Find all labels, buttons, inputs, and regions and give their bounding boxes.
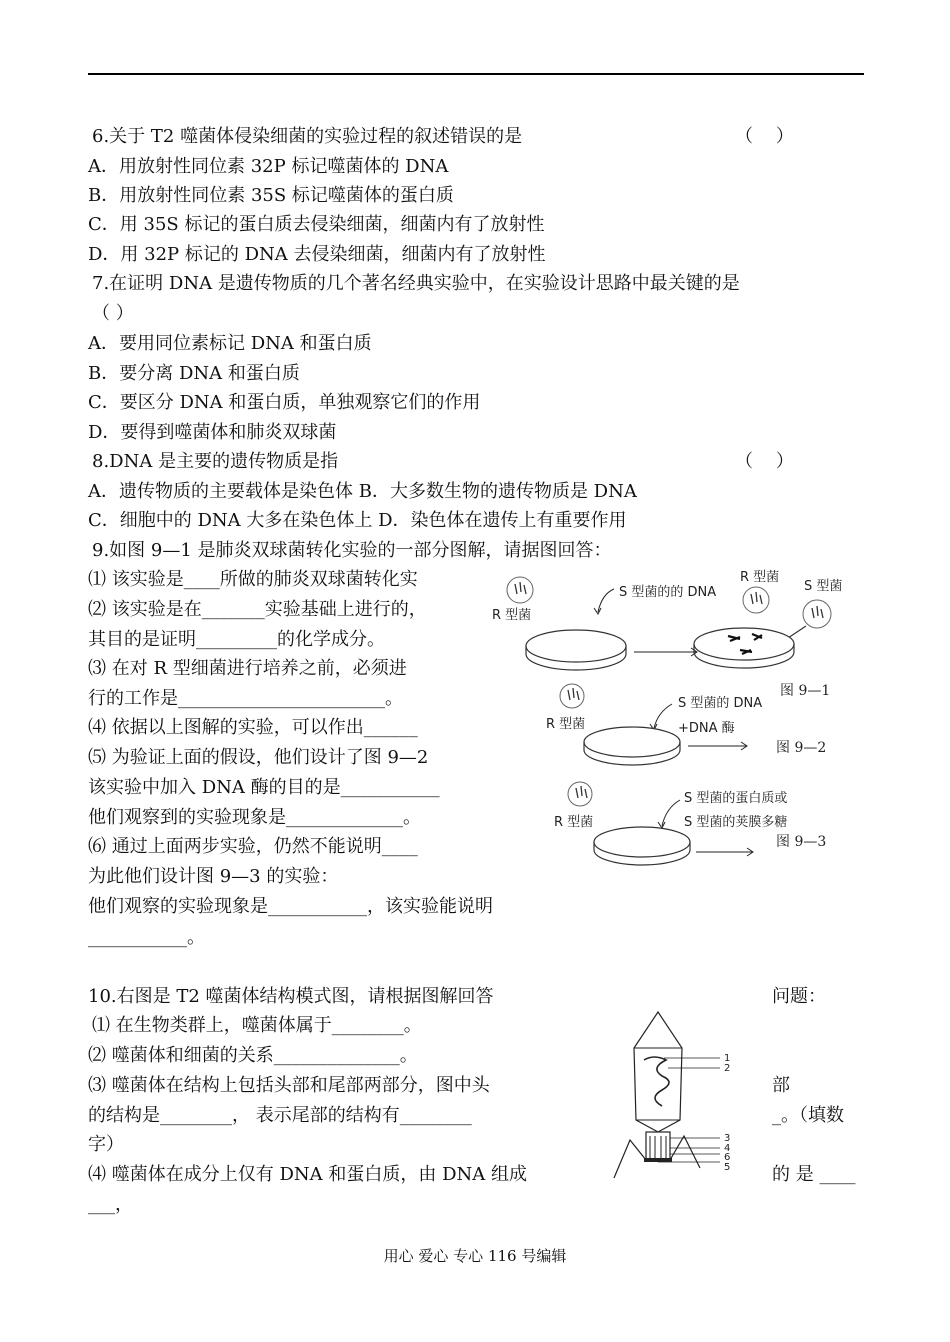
phage-label-2: 2 [724, 1063, 731, 1074]
q6-option-a: A．用放射性同位素 32P 标记噬菌体的 DNA [88, 156, 449, 177]
q6-option-c: C．用 35S 标记的蛋白质去侵染细菌，细菌内有了放射性 [88, 214, 545, 235]
q8-answer-paren: （ ） [735, 451, 794, 472]
r-bacteria-tube-3-icon [560, 684, 584, 708]
petri-dish-2-icon [694, 628, 794, 660]
r-bacteria-tube-4-icon [568, 782, 592, 806]
fig3-caption: 图 9—3 [776, 834, 827, 850]
q9-line-7: ⑸ 为验证上面的假设，他们设计了图 9—2 [88, 747, 429, 768]
phage-label-6: 6 [724, 1152, 731, 1163]
fig1-caption: 图 9—1 [780, 683, 831, 699]
fig3-protein-label: S 型菌的蛋白质或 [684, 791, 788, 806]
q7-answer-paren: （ ） [92, 303, 134, 324]
q9-line-12: 他们观察的实验现象是___________，该实验能说明 [88, 896, 493, 917]
fig1-r2-label: R 型菌 [740, 570, 780, 585]
q8-stem: 8.DNA 是主要的遗传物质是指 [92, 451, 339, 472]
q9-line-6: ⑷ 依据以上图解的实验，可以作出______ [88, 717, 418, 738]
q7-option-b: B．要分离 DNA 和蛋白质 [88, 363, 300, 384]
q7-option-d: D．要得到噬菌体和肺炎双球菌 [88, 422, 337, 443]
petri-dish-3-icon [584, 727, 680, 757]
fig2-r-label: R 型菌 [546, 717, 586, 732]
page-footer: 用心 爱心 专心 116 号编辑 [383, 1247, 567, 1265]
q9-stem: 9.如图 9—1 是肺炎双球菌转化实验的一部分图解，请据图回答： [92, 540, 612, 561]
q7-option-a: A．要用同位素标记 DNA 和蛋白质 [88, 333, 372, 354]
q10-line-4-end: _。（填数 [772, 1105, 844, 1126]
q6-option-b: B．用放射性同位素 35S 标记噬菌体的蛋白质 [88, 185, 454, 206]
q9-line-10: ⑹ 通过上面两步实验，仍然不能说明____ [88, 836, 418, 857]
fig3-sugar-label: S 型菌的荚膜多糖 [684, 815, 788, 830]
q9-line-3: 其目的是证明_________的化学成分。 [88, 629, 385, 650]
phage-label-3: 3 [724, 1133, 731, 1144]
q9-line-13: ___________。 [88, 927, 205, 948]
q9-line-5: 行的工作是_______________________。 [88, 688, 403, 709]
transformation-experiment-figure [484, 564, 854, 890]
fig2-caption: 图 9—2 [776, 740, 827, 756]
q6-answer-paren: （ ） [735, 126, 794, 147]
q10-stem-end: 问题： [772, 986, 826, 1007]
figure-9-1 [492, 569, 842, 699]
petri-dish-4-icon [594, 827, 690, 857]
q10-line-5: 字） [88, 1134, 124, 1155]
tail-fiber-right-icon [670, 1136, 700, 1168]
tail-fiber-left-icon [614, 1140, 646, 1178]
r-bacteria-tube-2-icon [743, 587, 769, 613]
q8-options-cd: C．细胞中的 DNA 大多在染色体上 D．染色体在遗传上有重要作用 [88, 510, 627, 531]
fig1-r-label: R 型菌 [492, 608, 532, 623]
q7-option-c: C．要区分 DNA 和蛋白质，单独观察它们的作用 [88, 392, 481, 413]
q10-line-1: ⑴ 在生物类群上，噬菌体属于________。 [92, 1015, 422, 1036]
figure-9-3 [554, 782, 826, 865]
q9-line-4: ⑶ 在对 R 型细菌进行培养之前，必须进 [88, 658, 407, 679]
fig3-r-label: R 型菌 [554, 815, 594, 830]
q9-line-11: 为此他们设计图 9—3 的实验： [88, 866, 339, 887]
q8-options-ab: A．遗传物质的主要载体是染色体 B．大多数生物的遗传物质是 DNA [88, 481, 637, 502]
fig2-s-dna-label: S 型菌的 DNA [678, 696, 763, 711]
fig1-s-label: S 型菌 [804, 579, 843, 594]
q10-line-6: ⑷ 噬菌体在成分上仅有 DNA 和蛋白质，由 DNA 组成 [88, 1164, 527, 1185]
q10-line-2: ⑵ 噬菌体和细菌的关系______________。 [88, 1045, 418, 1066]
q10-line-3: ⑶ 噬菌体在结构上包括头部和尾部两部分，图中头 [88, 1075, 490, 1096]
fig2-enzyme-label: +DNA 酶 [678, 721, 735, 736]
fig1-s-dna-label: S 型菌的的 DNA [619, 585, 717, 600]
phage-label-4: 4 [724, 1143, 731, 1154]
header-rule [88, 73, 864, 75]
t2-phage-diagram [600, 1010, 750, 1180]
q10-line-3-end: 部 [772, 1075, 790, 1096]
phage-label-5: 5 [724, 1162, 731, 1173]
r-bacteria-tube-icon [507, 577, 533, 603]
q9-line-8: 该实验中加入 DNA 酶的目的是___________ [88, 777, 440, 798]
q9-line-2: ⑵ 该实验是在_______实验基础上进行的， [88, 599, 427, 620]
phage-base-plate-icon [644, 1158, 672, 1162]
q10-line-4: 的结构是________， 表示尾部的结构有________ [88, 1105, 472, 1126]
q10-stem: 10.右图是 T2 噬菌体结构模式图，请根据图解回答 [88, 986, 494, 1007]
s-bacteria-tube-icon [803, 600, 831, 628]
q9-line-1: ⑴ 该实验是____所做的肺炎双球菌转化实 [88, 569, 418, 590]
q10-line-7: ___， [88, 1194, 133, 1215]
q6-option-d: D．用 32P 标记的 DNA 去侵染细菌，细菌内有了放射性 [88, 244, 546, 265]
phage-label-1: 1 [724, 1053, 731, 1064]
q10-line-6-end: 的 是 ____ [772, 1164, 856, 1185]
petri-dish-1-icon [526, 630, 626, 662]
q9-line-9: 他们观察到的实验现象是_____________。 [88, 807, 421, 828]
q6-stem: 6.关于 T2 噬菌体侵染细菌的实验过程的叙述错误的是 [92, 126, 523, 147]
q7-stem: 7.在证明 DNA 是遗传物质的几个著名经典实验中，在实验设计思路中最关键的是 [92, 273, 740, 294]
